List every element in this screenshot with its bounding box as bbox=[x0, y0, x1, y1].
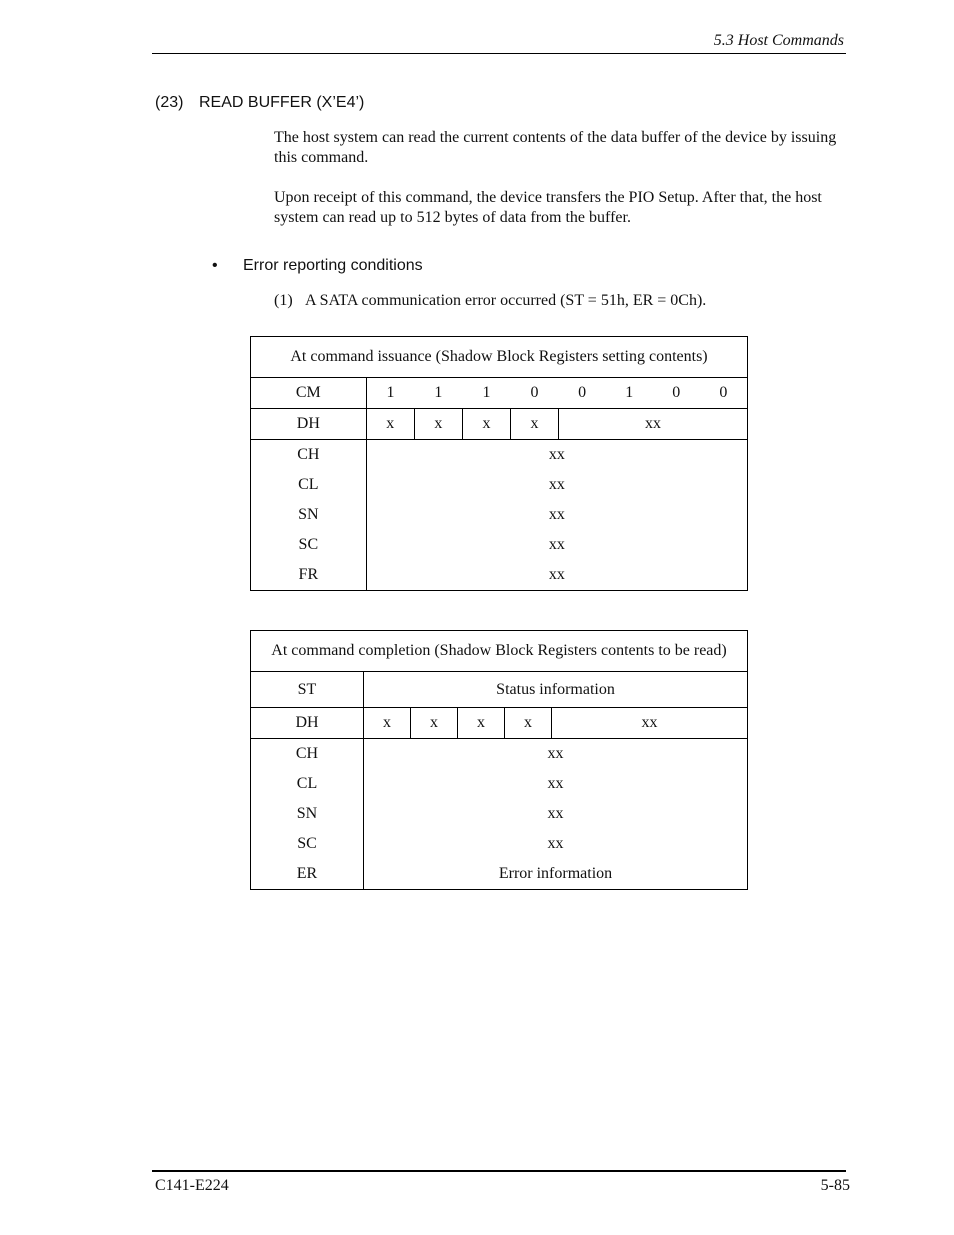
bit-cell: x bbox=[364, 708, 411, 739]
table-row bbox=[251, 500, 748, 530]
table-row bbox=[251, 409, 748, 440]
table-row bbox=[251, 799, 748, 829]
register-value: xx bbox=[559, 409, 748, 440]
table-row bbox=[251, 530, 748, 560]
register-value: Status information bbox=[364, 672, 748, 708]
description-paragraph-1: The host system can read the current contents of the data buffer of the device by issuing this command. bbox=[274, 129, 837, 166]
register-label: SC bbox=[251, 530, 367, 560]
register-value: xx bbox=[364, 799, 748, 829]
table-row bbox=[251, 440, 748, 471]
bit-cell: x bbox=[366, 409, 414, 440]
bullet-text: Error reporting conditions bbox=[243, 257, 423, 274]
register-label: ER bbox=[251, 859, 364, 890]
bit-cell: 0 bbox=[700, 378, 748, 409]
register-value: xx bbox=[364, 769, 748, 799]
table-row bbox=[251, 378, 748, 409]
bit-cell: x bbox=[411, 708, 458, 739]
register-value: xx bbox=[366, 500, 747, 530]
register-label: CL bbox=[251, 769, 364, 799]
register-label: CH bbox=[251, 440, 367, 471]
document-id: C141-E224 bbox=[155, 1177, 229, 1194]
register-value: xx bbox=[552, 708, 748, 739]
bit-cell: 0 bbox=[530, 384, 539, 401]
table-row bbox=[251, 739, 748, 770]
bit-cell: 0 bbox=[578, 384, 587, 401]
table-row bbox=[251, 708, 748, 739]
table-row bbox=[251, 859, 748, 890]
bit-cell: 1 bbox=[625, 384, 634, 401]
error-condition bbox=[274, 292, 706, 310]
section-number: (23) bbox=[155, 94, 184, 111]
bit-cell: x bbox=[458, 708, 505, 739]
register-label: FR bbox=[251, 560, 367, 591]
register-value: Error information bbox=[364, 859, 748, 890]
bit-cell: 1 bbox=[482, 384, 491, 401]
header-rule bbox=[152, 53, 846, 54]
condition-number: (1) bbox=[274, 292, 293, 309]
completion-register-table bbox=[250, 630, 748, 890]
register-label: SC bbox=[251, 829, 364, 859]
bit-cell: 1 bbox=[434, 384, 443, 401]
description-paragraph-2: Upon receipt of this command, the device transfers the PIO Setup. After that, the host system can read up to 512 bytes of data from the buffer. bbox=[274, 189, 822, 226]
table-row bbox=[251, 829, 748, 859]
section-heading bbox=[155, 94, 364, 112]
register-label: SN bbox=[251, 500, 367, 530]
issuance-register-table bbox=[250, 336, 748, 591]
table-row bbox=[251, 672, 748, 708]
page-number: 5-85 bbox=[820, 1177, 850, 1194]
table-row bbox=[251, 560, 748, 591]
register-label: DH bbox=[251, 409, 367, 440]
register-value: xx bbox=[366, 530, 747, 560]
register-value: xx bbox=[366, 440, 747, 471]
bit-cell: x bbox=[511, 409, 559, 440]
bullet-symbol: • bbox=[212, 257, 218, 274]
bit-cell: 1 bbox=[386, 384, 395, 401]
table-row bbox=[251, 769, 748, 799]
bit-cell: x bbox=[505, 708, 552, 739]
bullet-item bbox=[212, 257, 423, 275]
running-header: 5.3 Host Commands bbox=[713, 32, 844, 49]
register-label: CL bbox=[251, 470, 367, 500]
table-title: At command completion (Shadow Block Registers contents to be read) bbox=[251, 631, 748, 672]
bit-cell: x bbox=[414, 409, 462, 440]
register-value: xx bbox=[366, 560, 747, 591]
condition-text: A SATA communication error occurred (ST = 51h, ER = 0Ch). bbox=[305, 292, 707, 309]
register-value: xx bbox=[364, 739, 748, 770]
register-value: xx bbox=[364, 829, 748, 859]
register-label: DH bbox=[251, 708, 364, 739]
bit-cell: x bbox=[462, 409, 510, 440]
table-row bbox=[251, 470, 748, 500]
register-label: ST bbox=[251, 672, 364, 708]
table-title: At command issuance (Shadow Block Registers setting contents) bbox=[251, 337, 748, 378]
register-label: CM bbox=[251, 378, 367, 409]
register-value: xx bbox=[366, 470, 747, 500]
register-label: CH bbox=[251, 739, 364, 770]
section-title: READ BUFFER (X’E4’) bbox=[199, 94, 365, 111]
footer-rule bbox=[152, 1170, 846, 1172]
register-label: SN bbox=[251, 799, 364, 829]
bit-cell: 0 bbox=[672, 384, 681, 401]
